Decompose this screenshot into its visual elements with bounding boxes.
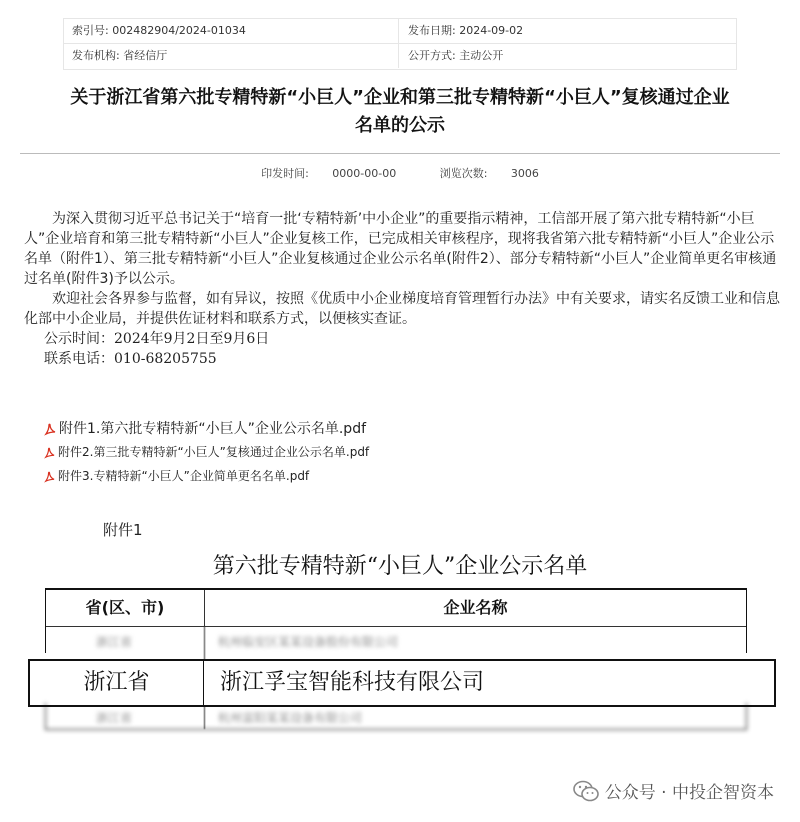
meta-row — [64, 19, 736, 44]
print-time: 印发时间: 0000-00-00 — [261, 167, 397, 180]
annex-title: 第六批专精特新“小巨人”企业公示名单 — [212, 554, 588, 579]
article-info — [0, 165, 800, 181]
attachment-link-2[interactable] — [44, 443, 644, 460]
watermark-text: 公众号 · 中投企智资本 — [604, 783, 774, 803]
cell-company: 浙江孚宝智能科技有限公司 — [220, 670, 485, 695]
cell-company: 杭州临安区某某设备股份有限公司 — [218, 635, 399, 649]
title-line-2: 名单的公示 — [355, 115, 445, 136]
watermark — [573, 778, 774, 803]
publish-date: 发布日期: 2024-09-02 — [408, 24, 524, 37]
pdf-icon — [44, 471, 55, 483]
publish-org: 发布机构: 省经信厅 — [64, 44, 399, 68]
table-row-highlight — [28, 659, 776, 707]
contact-phone: 联系电话：010-68205755 — [44, 351, 217, 367]
attachment-link-1[interactable] — [44, 418, 644, 438]
annex-label: 附件1 — [103, 521, 143, 539]
notice-period: 公示时间：2024年9月2日至9月6日 — [44, 331, 270, 347]
meta-box — [63, 18, 737, 70]
table-row-blurred — [45, 703, 747, 730]
view-count: 浏览次数: 3006 — [439, 167, 539, 180]
header-province: 省(区、市) — [46, 590, 205, 626]
paragraph: 为深入贯彻习近平总书记关于“培育一批‘专精特新’中小企业”的重要指示精神，工信部开展了第六批专精特新“小巨人”企业培育和第三批专精特新“小巨人”企业复核工作，已完成相关审核程序，现将我省第六批专精特新“小巨人”企业公示名单（附件1）、第三批专精特新“小巨人”企业复核通过企业公示名单(附件2）、部分专精特新“小巨人”企业简单更名审核通过名单(附件3)予以公示。 — [24, 211, 777, 287]
table-row-blurred — [46, 627, 746, 653]
table-header — [46, 590, 746, 627]
divider — [20, 153, 780, 154]
index-number: 索引号: 002482904/2024-01034 — [64, 19, 399, 43]
attachment-link-3[interactable] — [44, 467, 644, 484]
publish-mode: 公开方式: 主动公开 — [408, 49, 504, 62]
article-body — [24, 209, 780, 369]
page-title — [20, 84, 780, 140]
pdf-icon — [44, 423, 56, 436]
attachment-label[interactable]: 附件2.第三批专精特新“小巨人”复核通过企业公示名单.pdf — [58, 445, 370, 459]
title-line-1: 关于浙江省第六批专精特新“小巨人”企业和第三批专精特新“小巨人”复核通过企业 — [70, 87, 730, 108]
header-company: 企业名称 — [443, 598, 508, 617]
attachment-label[interactable]: 附件1.第六批专精特新“小巨人”企业公示名单.pdf — [59, 421, 367, 437]
paragraph: 欢迎社会各界参与监督，如有异议，按照《优质中小企业梯度培育管理暂行办法》中有关要求，请实名反馈工业和信息化部中小企业局，并提供佐证材料和联系方式，以便核实查证。 — [24, 291, 780, 327]
company-table — [45, 588, 747, 653]
pdf-icon — [44, 447, 55, 459]
wechat-icon — [573, 780, 599, 802]
cell-province: 浙江省 — [30, 661, 204, 705]
attachment-label[interactable]: 附件3.专精特新“小巨人”企业简单更名名单.pdf — [58, 469, 310, 483]
meta-row — [64, 44, 736, 68]
cell-company: 杭州富阳某某设备有限公司 — [218, 711, 363, 725]
cell-province: 浙江省 — [96, 711, 133, 725]
cell-province: 浙江省 — [96, 635, 133, 649]
